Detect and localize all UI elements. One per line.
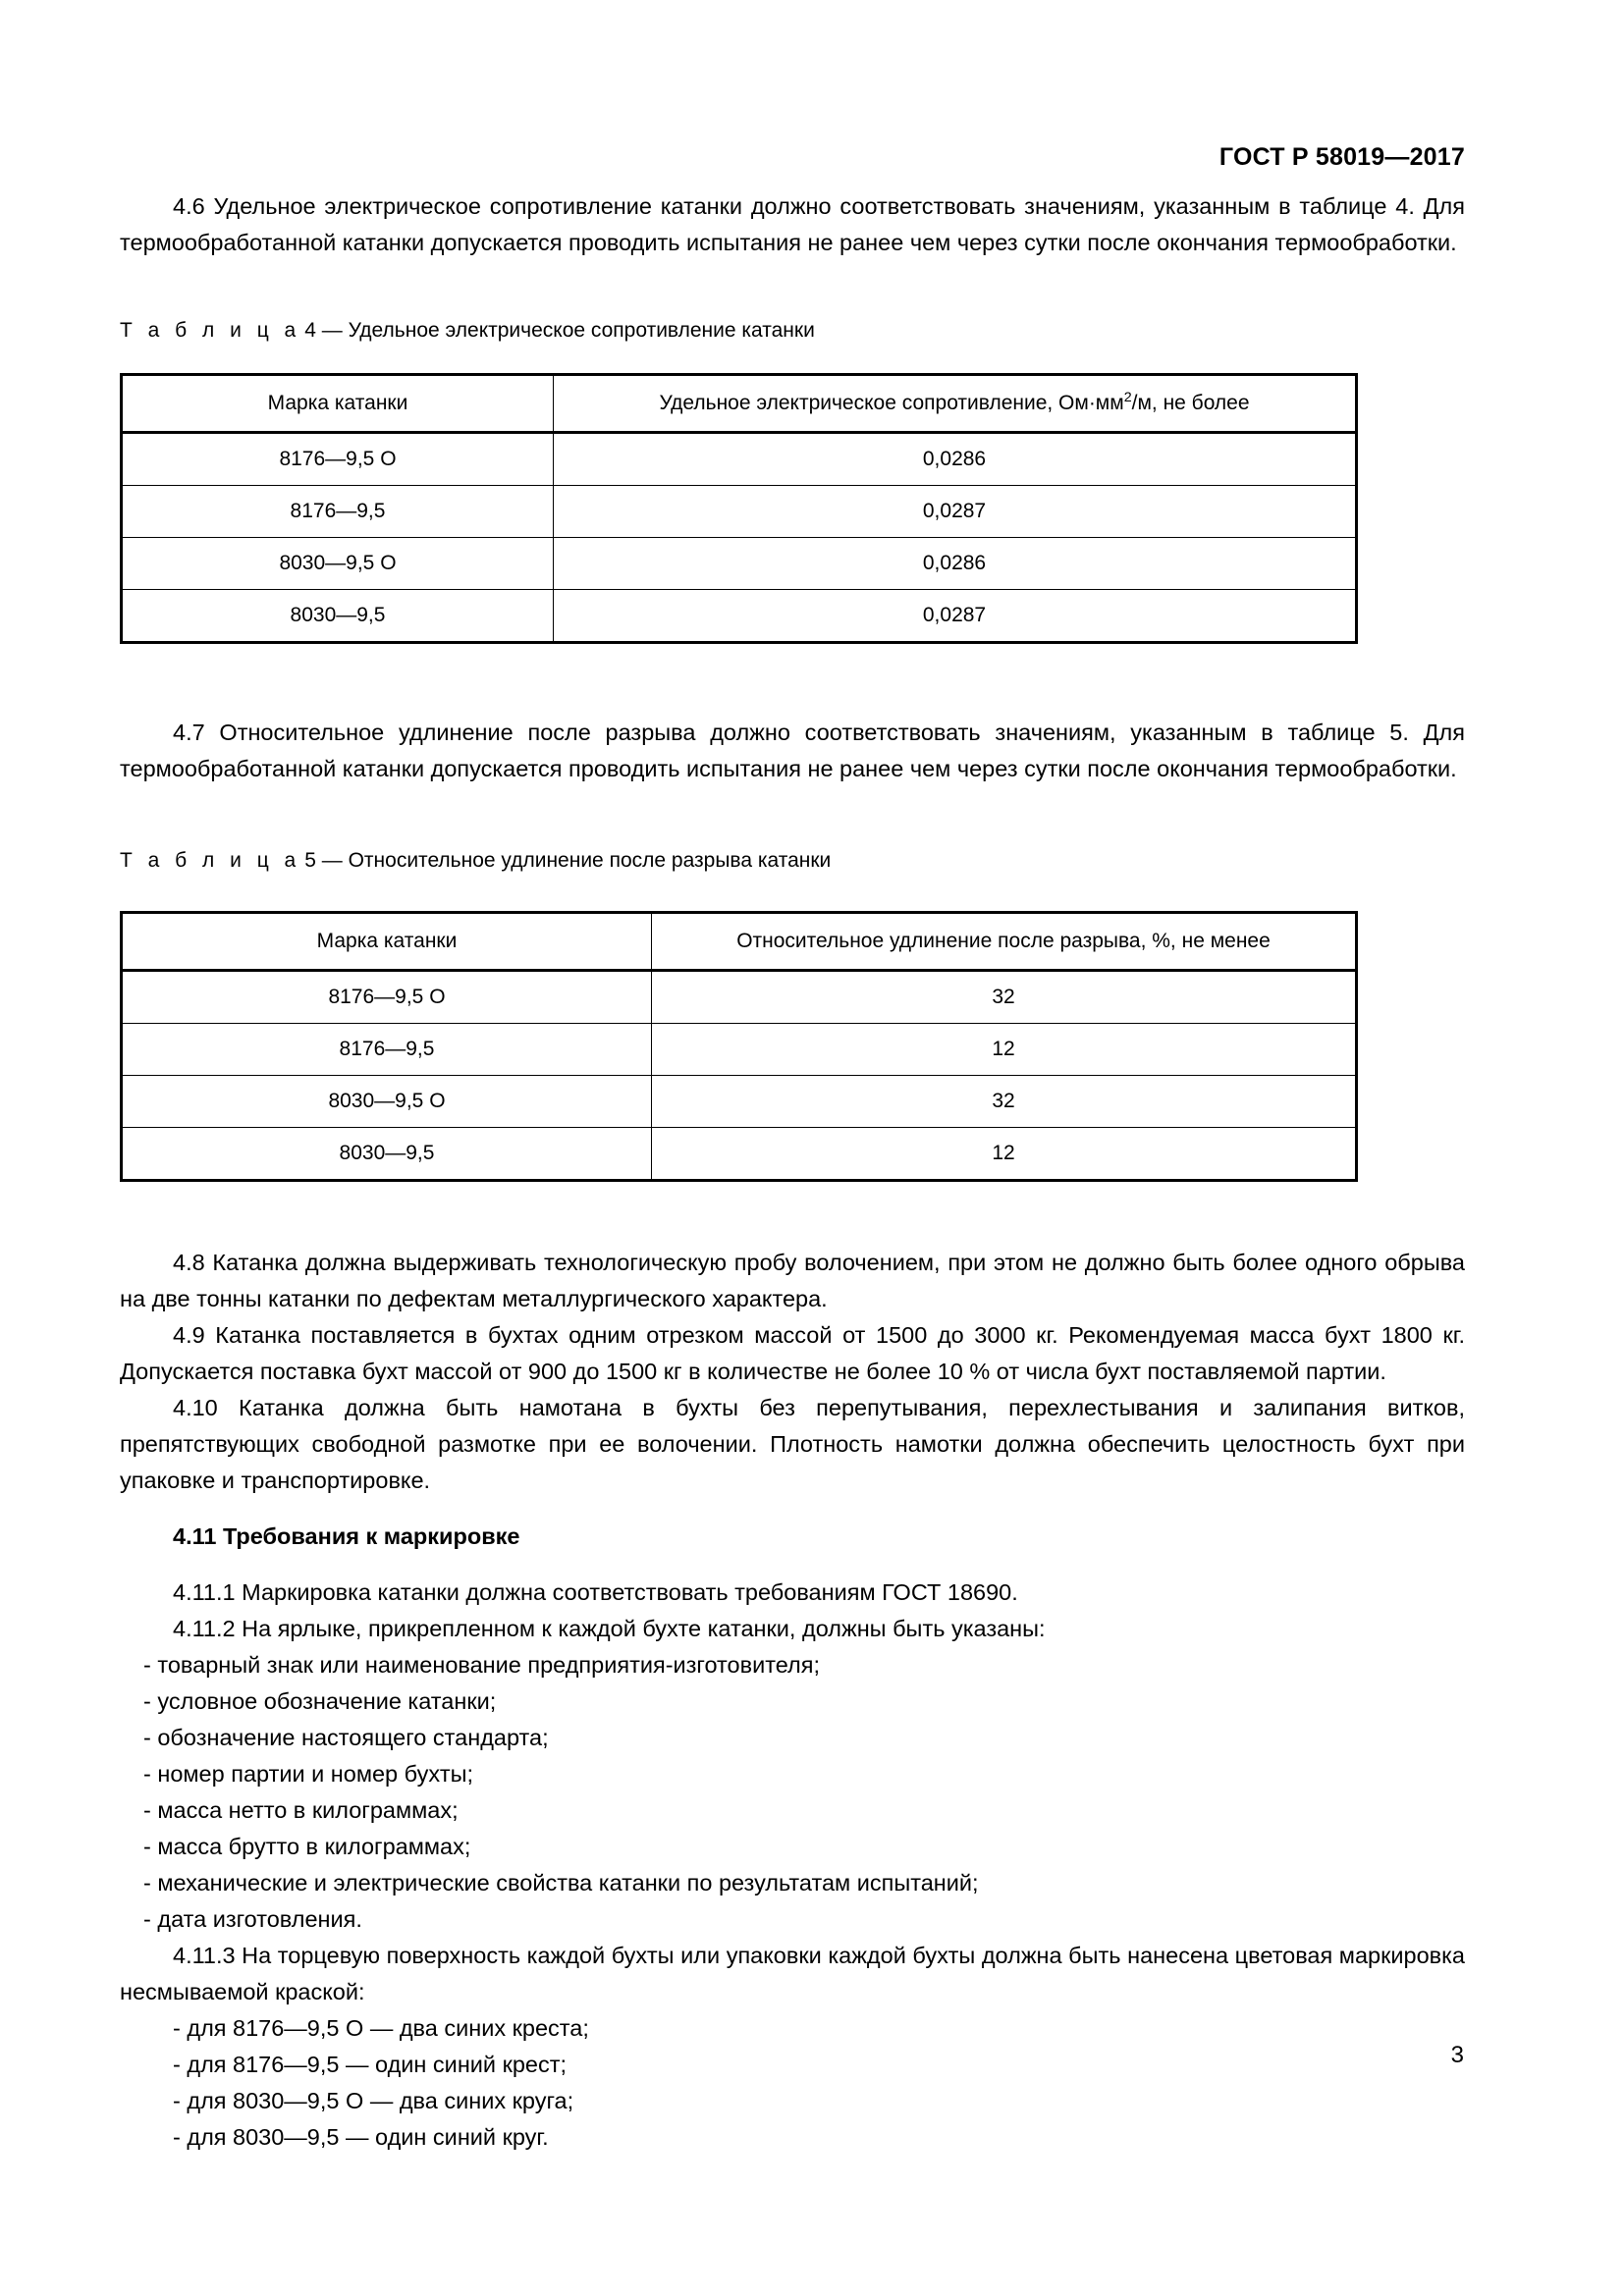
table-row bbox=[122, 590, 1357, 643]
spacer bbox=[120, 0, 1465, 43]
paragraph-4-11-1: 4.11.1 Маркировка катанки должна соответствовать требованиям ГОСТ 18690. bbox=[173, 1579, 1018, 1605]
table-4-resistivity bbox=[120, 373, 1358, 644]
spacer bbox=[120, 1555, 1465, 1575]
table-4-caption-number: 4 bbox=[304, 319, 316, 342]
table-4-cell-value: 0,0286 bbox=[554, 433, 1357, 486]
spacer bbox=[120, 165, 1465, 188]
spacer bbox=[120, 86, 1465, 130]
spacer bbox=[120, 1225, 1465, 1245]
table-4-header-resistivity bbox=[554, 375, 1357, 433]
table-4-cell-grade: 8176—9,5 О bbox=[122, 433, 554, 486]
table-4-cell-grade: 8030—9,5 bbox=[122, 590, 554, 643]
list-item: - для 8030—9,5 О — два синих круга; bbox=[173, 2088, 574, 2113]
table-4-cell-grade: 8030—9,5 О bbox=[122, 538, 554, 590]
table-row bbox=[122, 486, 1357, 538]
table-5-cell-value: 32 bbox=[652, 971, 1357, 1024]
header-text-post: /м, не более bbox=[1131, 392, 1250, 414]
table-4-cell-value: 0,0287 bbox=[554, 486, 1357, 538]
header-superscript: 2 bbox=[1123, 390, 1132, 405]
spacer bbox=[120, 644, 1465, 687]
table-5-cell-grade: 8030—9,5 О bbox=[122, 1076, 652, 1128]
table-5-header-grade: Марка катанки bbox=[122, 913, 652, 971]
paragraph-4-8: 4.8 Катанка должна выдерживать технологическую пробу волочением, при этом не должно быть более одного обрыва на две тонны катанки по дефектам металлургического характера. bbox=[120, 1250, 1465, 1311]
table-5-cell-grade: 8176—9,5 О bbox=[122, 971, 652, 1024]
spacer bbox=[120, 1182, 1465, 1225]
table-5-caption-word: Т а б л и ц а bbox=[120, 849, 301, 872]
table-5-cell-grade: 8176—9,5 bbox=[122, 1024, 652, 1076]
list-item: - для 8176—9,5 О — два синих креста; bbox=[173, 2015, 589, 2041]
list-item: - масса нетто в килограммах; bbox=[143, 1797, 459, 1823]
paragraph-4-11-3: 4.11.3 На торцевую поверхность каждой бухты или упаковки каждой бухты должна быть нанесена цветовая маркировка несмываемой краской: bbox=[120, 1943, 1465, 2004]
table-4-cell-grade: 8176—9,5 bbox=[122, 486, 554, 538]
table-4-cell-value: 0,0286 bbox=[554, 538, 1357, 590]
list-item: - обозначение настоящего стандарта; bbox=[143, 1725, 549, 1750]
spacer bbox=[120, 130, 1465, 165]
list-item: - масса брутто в килограммах; bbox=[143, 1834, 471, 1859]
list-item: - дата изготовления. bbox=[143, 1906, 362, 1932]
table-5-cell-grade: 8030—9,5 bbox=[122, 1128, 652, 1181]
list-item: - для 8176—9,5 — один синий крест; bbox=[173, 2052, 568, 2077]
table-5-elongation bbox=[120, 911, 1358, 1182]
spacer bbox=[120, 687, 1465, 715]
table-5-cell-value: 12 bbox=[652, 1024, 1357, 1076]
table-5-caption-title: — Относительное удлинение после разрыва катанки bbox=[321, 849, 832, 872]
table-row bbox=[122, 433, 1357, 486]
spacer bbox=[120, 1499, 1465, 1519]
table-4-cell-value: 0,0287 bbox=[554, 590, 1357, 643]
table-5-caption bbox=[120, 846, 1465, 876]
table-5-caption-number: 5 bbox=[304, 849, 316, 872]
table-row bbox=[122, 1128, 1357, 1181]
page-number: 3 bbox=[1450, 2042, 1464, 2068]
table-row bbox=[122, 1076, 1357, 1128]
list-item: - товарный знак или наименование предприятия-изготовителя; bbox=[143, 1652, 820, 1678]
table-4-caption-title: — Удельное электрическое сопротивление катанки bbox=[321, 319, 815, 342]
table-header-row bbox=[122, 913, 1357, 971]
heading-4-11: 4.11 Требования к маркировке bbox=[173, 1523, 520, 1549]
table-header-row bbox=[122, 375, 1357, 433]
table-row bbox=[122, 1024, 1357, 1076]
standard-header: ГОСТ Р 58019—2017 bbox=[1218, 143, 1465, 171]
header-text-pre: Удельное электрическое сопротивление, Ом·мм bbox=[659, 392, 1124, 414]
paragraph-4-7: 4.7 Относительное удлинение после разрыва должно соответствовать значениям, указанным в таблице 5. Для термообработанной катанки допускается проводить испытания не ранее чем через сутки после окончания термообработки. bbox=[120, 720, 1465, 781]
table-5-cell-value: 12 bbox=[652, 1128, 1357, 1181]
table-row bbox=[122, 538, 1357, 590]
table-row bbox=[122, 971, 1357, 1024]
table-4-caption-word: Т а б л и ц а bbox=[120, 319, 301, 342]
paragraph-4-10: 4.10 Катанка должна быть намотана в бухты без перепутывания, перехлестывания и залипания витков, препятствующих свободной размотке при ее волочении. Плотность намотки должна обеспечить целостность бухт при упаковке и транспортировке. bbox=[120, 1395, 1465, 1493]
paragraph-4-9: 4.9 Катанка поставляется в бухтах одним отрезком массой от 1500 до 3000 кг. Рекомендуемая масса бухт 1800 кг. Допускается поставка бухт массой от 900 до 1500 кг в количестве не более 10 % от числа бухт поставляемой партии. bbox=[120, 1322, 1465, 1384]
spacer bbox=[120, 787, 1465, 830]
list-item: - условное обозначение катанки; bbox=[143, 1688, 497, 1714]
page-content bbox=[120, 0, 1465, 2156]
list-item: - номер партии и номер бухты; bbox=[143, 1761, 474, 1787]
spacer bbox=[120, 346, 1465, 373]
paragraph-4-6: 4.6 Удельное электрическое сопротивление катанки должно соответствовать значениям, указанным в таблице 4. Для термообработанной катанки допускается проводить испытания не ранее чем через сутки после окончания термообработки. bbox=[120, 193, 1465, 255]
spacer bbox=[120, 43, 1465, 86]
table-4-caption bbox=[120, 316, 1465, 346]
list-item: - для 8030—9,5 — один синий круг. bbox=[173, 2124, 549, 2150]
spacer bbox=[120, 261, 1465, 304]
table-5-header-elongation: Относительное удлинение после разрыва, %, не менее bbox=[652, 913, 1357, 971]
spacer bbox=[120, 830, 1465, 846]
list-item: - механические и электрические свойства катанки по результатам испытаний; bbox=[143, 1870, 979, 1896]
spacer bbox=[120, 876, 1465, 911]
table-4-header-grade: Марка катанки bbox=[122, 375, 554, 433]
paragraph-4-11-2: 4.11.2 На ярлыке, прикрепленном к каждой бухте катанки, должны быть указаны: bbox=[173, 1616, 1046, 1641]
spacer bbox=[120, 304, 1465, 316]
table-5-cell-value: 32 bbox=[652, 1076, 1357, 1128]
